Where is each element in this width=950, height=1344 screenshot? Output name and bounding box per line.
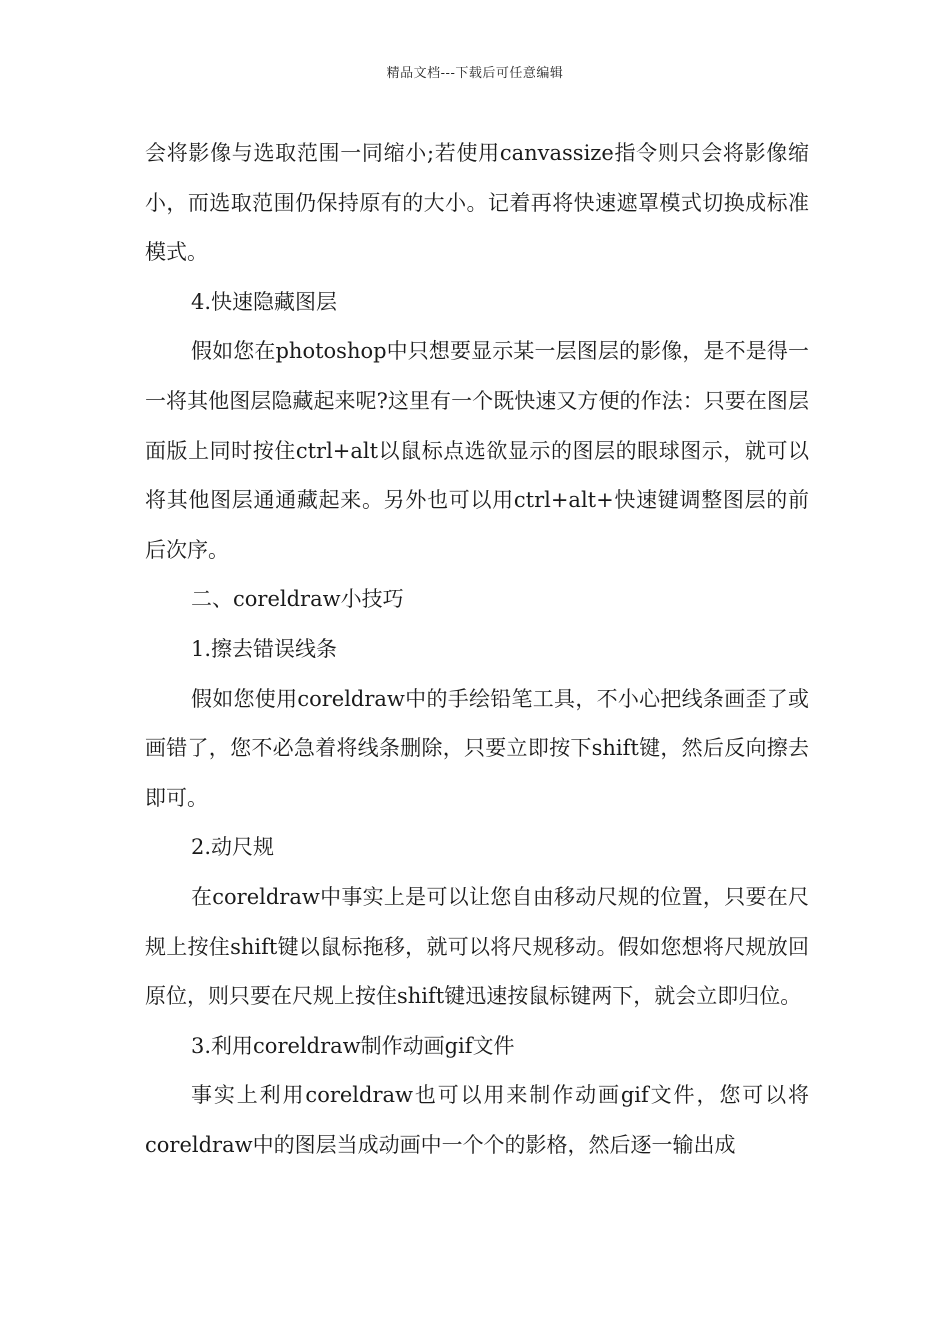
- paragraph-canvas-size: 会将影像与选取范围一同缩小;若使用canvassize指令则只会将影像缩小，而选取范围仍保持原有的大小。记着再将快速遮罩模式切换成标准模式。: [145, 141, 809, 265]
- heading-quick-hide-layers: 4.快速隐藏图层: [191, 289, 338, 314]
- paragraph-erase-lines: 假如您使用coreldraw中的手绘铅笔工具，不小心把线条画歪了或画错了，您不必急着将线条删除，只要立即按下shift键，然后反向擦去即可。: [145, 686, 809, 810]
- page-header: 精品文档---下载后可任意编辑: [386, 66, 564, 81]
- heading-coreldraw-tips: 二、coreldraw小技巧: [191, 587, 404, 612]
- paragraph-gif-animation: 事实上利用coreldraw也可以用来制作动画gif文件，您可以将coreldraw中的图层当成动画中一个个的影格，然后逐一输出成: [145, 1083, 809, 1157]
- paragraph-move-ruler: 在coreldraw中事实上是可以让您自由移动尺规的位置，只要在尺规上按住shift键以鼠标拖移，就可以将尺规移动。假如您想将尺规放回原位，则只要在尺规上按住shift键迅速按鼠标键两下，就会立即归位。: [145, 884, 809, 1009]
- paragraph-hide-layers: 假如您在photoshop中只想要显示某一层图层的影像，是不是得一一将其他图层隐藏起来呢?这里有一个既快速又方便的作法：只要在图层面版上同时按住ctrl+alt以鼠标点选欲显示的图层的眼球图示，就可以将其他图层通通藏起来。另外也可以用ctrl+alt+快速键调整图层的前后次序。: [145, 339, 809, 562]
- document-body: [145, 129, 809, 1170]
- heading-erase-lines: 1.擦去错误线条: [191, 636, 338, 661]
- heading-gif-animation: 3.利用coreldraw制作动画gif文件: [191, 1033, 515, 1058]
- heading-move-ruler: 2.动尺规: [191, 835, 275, 860]
